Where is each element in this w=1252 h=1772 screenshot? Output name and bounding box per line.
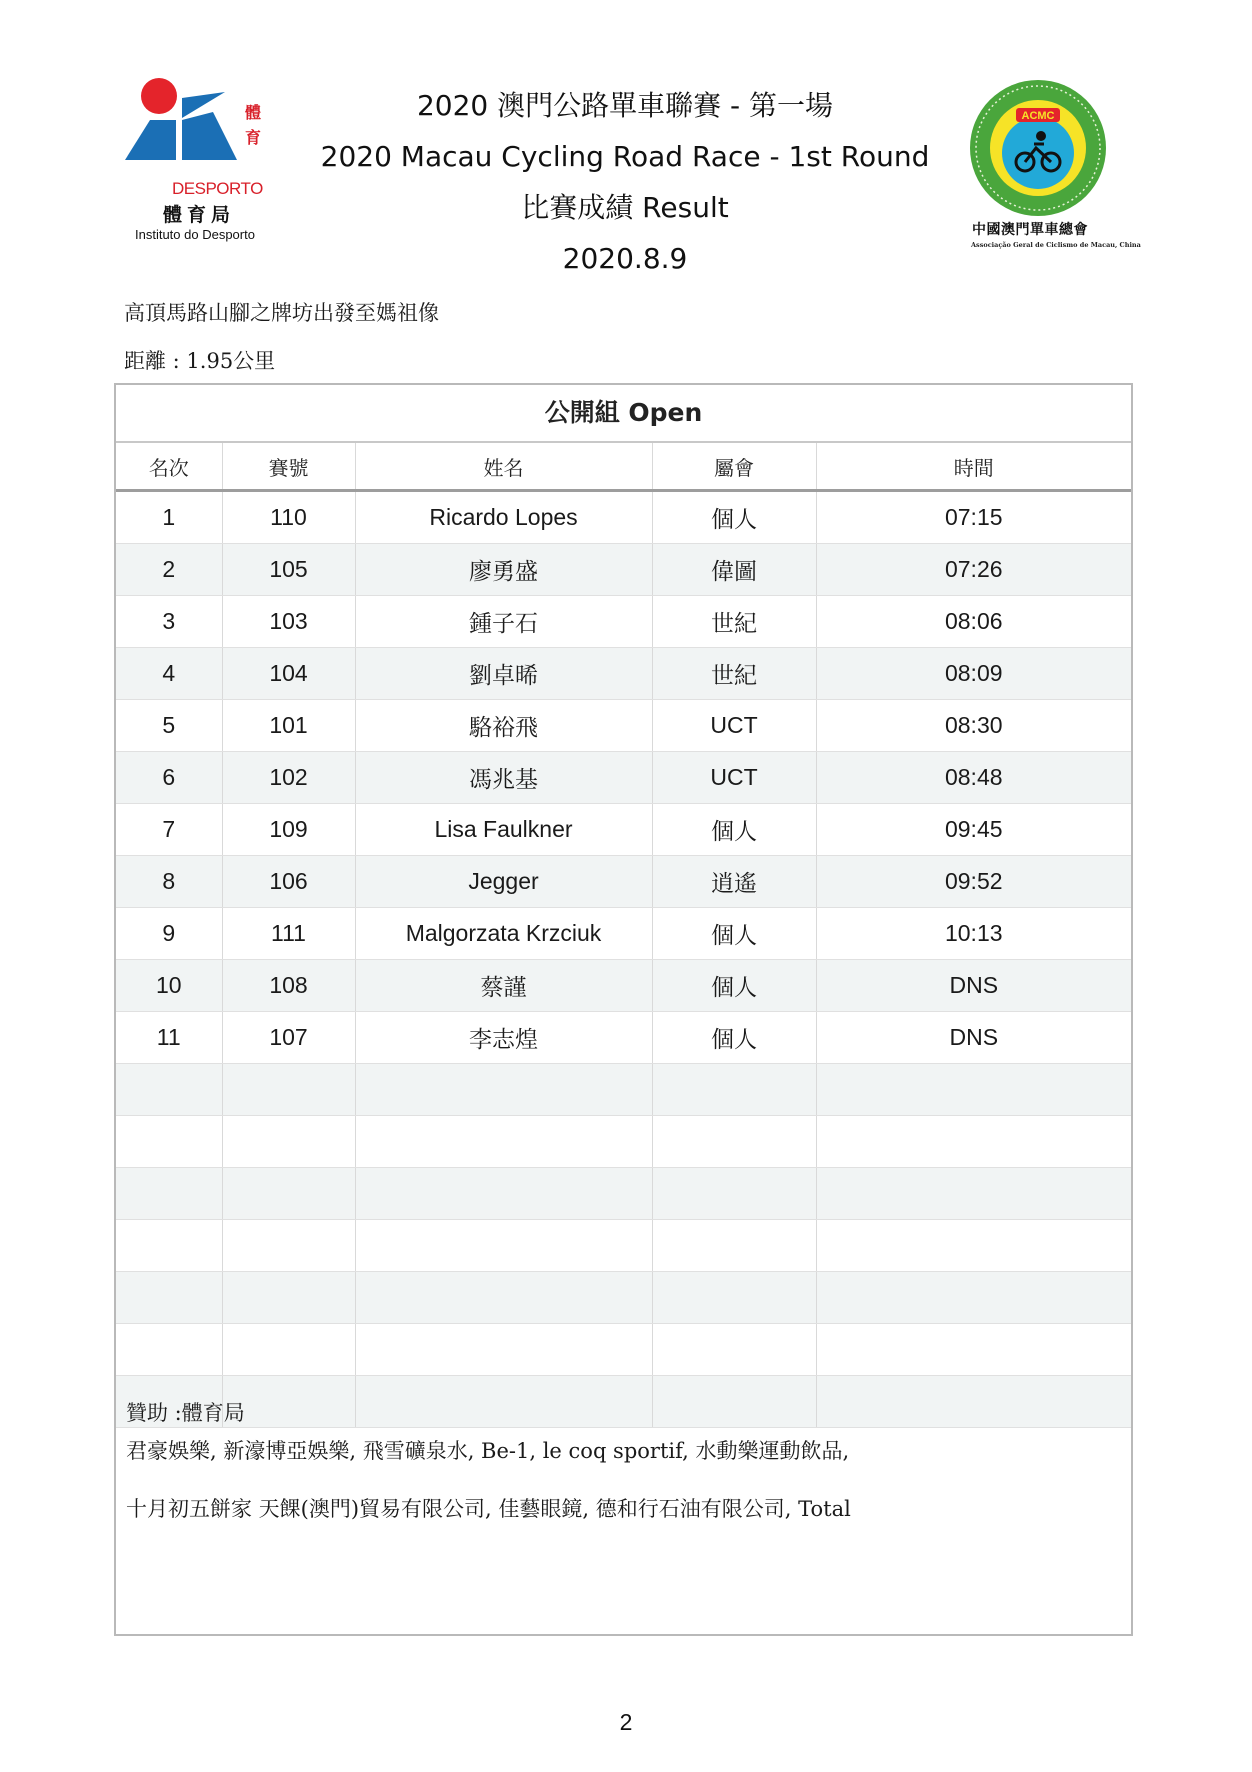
cell-club xyxy=(652,1116,816,1168)
cell-rank: 6 xyxy=(116,752,222,804)
cell-name: 劉卓晞 xyxy=(355,648,652,700)
cell-rank: 10 xyxy=(116,960,222,1012)
column-header-time: 時間 xyxy=(816,443,1131,491)
table-row xyxy=(116,491,1131,544)
cell-time xyxy=(816,1116,1131,1168)
title-cn: 2020 澳門公路單車聯賽 - 第一場 xyxy=(416,89,834,122)
cell-name xyxy=(355,1116,652,1168)
cell-time: 09:52 xyxy=(816,856,1131,908)
distance-text: 距離 : 1.95公里 xyxy=(124,349,276,373)
cell-bib: 103 xyxy=(222,596,355,648)
cell-name xyxy=(355,1324,652,1376)
cell-club: 世紀 xyxy=(652,596,816,648)
table-row xyxy=(116,544,1131,596)
logo-name-cn: 體育局 xyxy=(163,204,236,226)
results-table xyxy=(116,443,1131,1428)
logo-char-ti: 體 xyxy=(245,103,262,122)
logo-desporto-text: DESPORTO xyxy=(172,179,263,198)
cell-name: 馮兆基 xyxy=(355,752,652,804)
cell-name: 蔡謹 xyxy=(355,960,652,1012)
acmc-name-pt: Associação Geral de Ciclismo de Macau, China xyxy=(971,241,1141,249)
cell-time: 07:26 xyxy=(816,544,1131,596)
cell-name xyxy=(355,1064,652,1116)
cell-time: 07:15 xyxy=(816,491,1131,544)
cell-name: Lisa Faulkner xyxy=(355,804,652,856)
cell-rank: 2 xyxy=(116,544,222,596)
cell-rank xyxy=(116,1064,222,1116)
cell-bib: 107 xyxy=(222,1012,355,1064)
cell-bib: 110 xyxy=(222,491,355,544)
empty-table-row xyxy=(116,1064,1131,1116)
cell-bib: 109 xyxy=(222,804,355,856)
cell-rank: 5 xyxy=(116,700,222,752)
table-row xyxy=(116,856,1131,908)
acmc-name-cn: 中國澳門單車總會 xyxy=(972,222,1088,238)
table-row xyxy=(116,648,1131,700)
title-en: 2020 Macau Cycling Road Race - 1st Round xyxy=(320,140,930,173)
acmc-logo xyxy=(968,78,1141,258)
cell-club: 個人 xyxy=(652,960,816,1012)
cell-club xyxy=(652,1272,816,1324)
table-row xyxy=(116,960,1131,1012)
column-header-rank: 名次 xyxy=(116,443,222,491)
cell-bib xyxy=(222,1168,355,1220)
cell-club xyxy=(652,1324,816,1376)
cell-time xyxy=(816,1324,1131,1376)
cell-time: 09:45 xyxy=(816,804,1131,856)
table-header-row xyxy=(116,443,1131,491)
cell-name xyxy=(355,1168,652,1220)
route-description: 高頂馬路山腳之牌坊出發至媽祖像 xyxy=(124,301,439,325)
empty-table-row xyxy=(116,1168,1131,1220)
cell-name: 鍾子石 xyxy=(355,596,652,648)
cell-club: 逍遙 xyxy=(652,856,816,908)
cell-bib xyxy=(222,1220,355,1272)
table-row xyxy=(116,596,1131,648)
cell-name: Jegger xyxy=(355,856,652,908)
cell-name: Malgorzata Krzciuk xyxy=(355,908,652,960)
desporto-logo xyxy=(125,78,285,248)
cell-time xyxy=(816,1168,1131,1220)
column-header-name: 姓名 xyxy=(355,443,652,491)
cell-name xyxy=(355,1272,652,1324)
cell-bib: 104 xyxy=(222,648,355,700)
results-box xyxy=(114,383,1133,1636)
cell-time xyxy=(816,1272,1131,1324)
group-title: 公開組 Open xyxy=(116,385,1131,443)
cell-time: 10:13 xyxy=(816,908,1131,960)
empty-table-row xyxy=(116,1324,1131,1376)
cell-rank xyxy=(116,1168,222,1220)
cell-bib: 102 xyxy=(222,752,355,804)
cell-bib xyxy=(222,1272,355,1324)
cell-club: 個人 xyxy=(652,1012,816,1064)
table-row xyxy=(116,700,1131,752)
sponsor-title: 贊助 :體育局 xyxy=(126,1401,245,1425)
cell-bib: 105 xyxy=(222,544,355,596)
sponsor-line-1: 君豪娛樂, 新濠博亞娛樂, 飛雪礦泉水, Be-1, le coq sportif, 水動樂運動飲品, xyxy=(126,1439,850,1463)
cell-name: 駱裕飛 xyxy=(355,700,652,752)
cell-rank: 9 xyxy=(116,908,222,960)
cell-bib: 111 xyxy=(222,908,355,960)
cell-club xyxy=(652,1168,816,1220)
cell-rank xyxy=(116,1272,222,1324)
cell-club xyxy=(652,1220,816,1272)
cell-bib: 108 xyxy=(222,960,355,1012)
cell-time: DNS xyxy=(816,1012,1131,1064)
cell-rank: 7 xyxy=(116,804,222,856)
cell-name: 廖勇盛 xyxy=(355,544,652,596)
event-date: 2020.8.9 xyxy=(562,242,688,275)
cell-time: 08:06 xyxy=(816,596,1131,648)
cell-club: 個人 xyxy=(652,908,816,960)
cell-time: 08:48 xyxy=(816,752,1131,804)
cell-club: 世紀 xyxy=(652,648,816,700)
cell-bib: 106 xyxy=(222,856,355,908)
cell-time: DNS xyxy=(816,960,1131,1012)
acmc-emblem-icon xyxy=(968,78,1108,218)
cell-bib: 101 xyxy=(222,700,355,752)
cell-club: 偉圖 xyxy=(652,544,816,596)
cell-rank xyxy=(116,1220,222,1272)
page-number: 2 xyxy=(619,1709,633,1735)
cell-rank: 1 xyxy=(116,491,222,544)
cell-rank: 4 xyxy=(116,648,222,700)
cell-bib xyxy=(222,1116,355,1168)
results-body xyxy=(116,491,1131,1428)
logo-name-pt: Instituto do Desporto xyxy=(135,227,255,242)
cell-time: 08:30 xyxy=(816,700,1131,752)
cell-club: 個人 xyxy=(652,804,816,856)
cell-club xyxy=(652,1064,816,1116)
table-row xyxy=(116,804,1131,856)
cell-name: 李志煌 xyxy=(355,1012,652,1064)
cell-name xyxy=(355,1220,652,1272)
cell-rank: 11 xyxy=(116,1012,222,1064)
cell-bib xyxy=(222,1064,355,1116)
cell-rank: 8 xyxy=(116,856,222,908)
title-block xyxy=(320,80,930,284)
cell-club: 個人 xyxy=(652,491,816,544)
cell-name: Ricardo Lopes xyxy=(355,491,652,544)
column-header-bib: 賽號 xyxy=(222,443,355,491)
table-row xyxy=(116,1012,1131,1064)
cell-time: 08:09 xyxy=(816,648,1131,700)
cell-rank: 3 xyxy=(116,596,222,648)
acmc-badge-text: ACMC xyxy=(1021,110,1055,122)
column-header-club: 屬會 xyxy=(652,443,816,491)
empty-table-row xyxy=(116,1272,1131,1324)
cell-time xyxy=(816,1064,1131,1116)
sponsor-line-2: 十月初五餅家 天餜(澳門)貿易有限公司, 佳藝眼鏡, 德和行石油有限公司, Total xyxy=(126,1497,851,1521)
logo-char-yu: 育 xyxy=(245,128,262,147)
result-label: 比賽成績 Result xyxy=(521,191,729,224)
empty-table-row xyxy=(116,1116,1131,1168)
cell-rank xyxy=(116,1324,222,1376)
table-row xyxy=(116,752,1131,804)
table-row xyxy=(116,908,1131,960)
cell-club: UCT xyxy=(652,752,816,804)
cell-time xyxy=(816,1220,1131,1272)
cell-club: UCT xyxy=(652,700,816,752)
cell-rank xyxy=(116,1116,222,1168)
sponsor-section xyxy=(126,1397,1121,1523)
cell-bib xyxy=(222,1324,355,1376)
empty-table-row xyxy=(116,1220,1131,1272)
